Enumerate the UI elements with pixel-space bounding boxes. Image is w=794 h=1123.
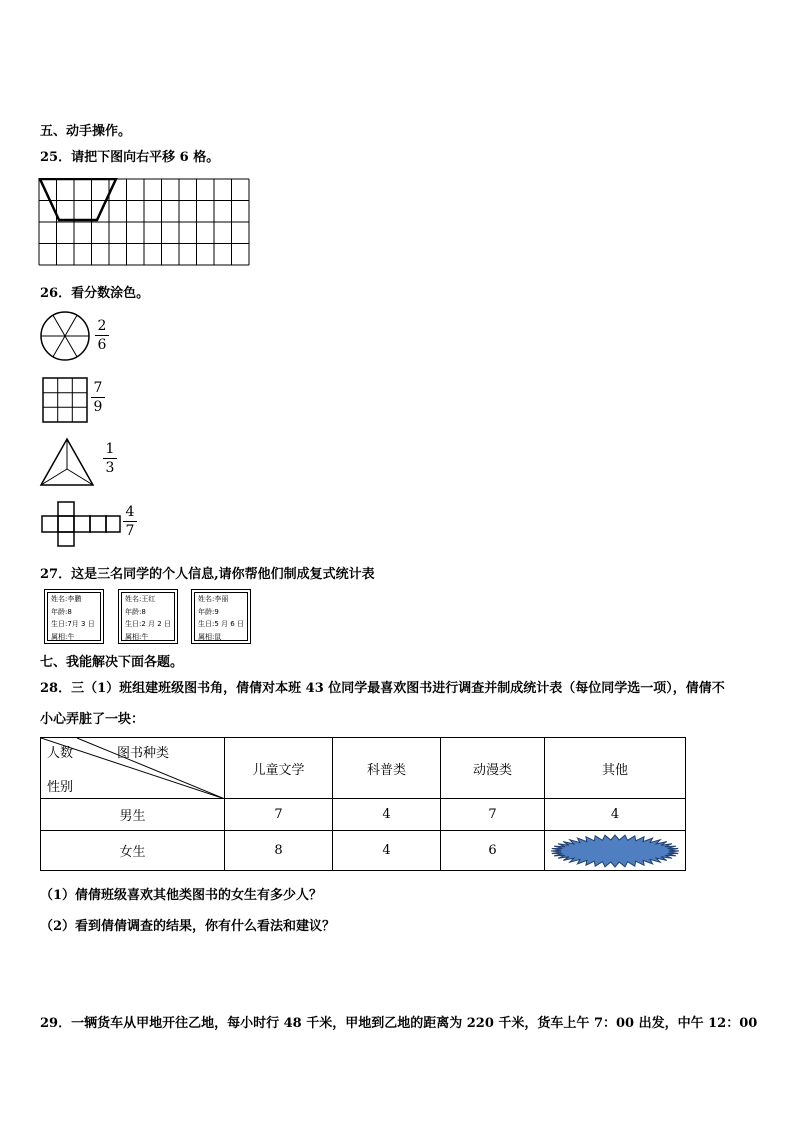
section-7-title: 七、我能解决下面各题。 [40, 655, 184, 670]
column-header: 其他 [545, 738, 686, 799]
table-cell: 7 [441, 799, 545, 831]
question-29-text: 29．一辆货车从甲地开往乙地，每小时行 48 千米，甲地到乙地的距离为 220 千米，货车上午 7：00 出发，中午 12：00 [40, 1016, 758, 1031]
corner-count-label: 人数 [47, 746, 74, 761]
question-27-text: 27．这是三名同学的个人信息,请你帮他们制成复式统计表 [40, 567, 375, 582]
question-28-sub2: （2）看到倩倩调查的结果，你有什么看法和建议？ [40, 919, 336, 934]
card-birthday: 生日:7月 3 日 [51, 620, 95, 628]
translation-grid [38, 178, 250, 268]
header-corner-cell [41, 738, 225, 799]
card-zodiac: 属相:鼠 [198, 632, 222, 641]
question-28-text-line2: 小心弄脏了一块： [40, 712, 145, 727]
circle-six-parts [39, 310, 91, 362]
fraction-7-9: 7 9 [91, 380, 105, 415]
trapezoid-shape [40, 179, 116, 220]
table-cell: 6 [441, 831, 545, 871]
survey-table [40, 737, 686, 871]
table-cell: 4 [333, 799, 441, 831]
table-header-row [41, 738, 686, 799]
corner-gender-label: 性别 [47, 780, 74, 795]
ink-stain-icon [550, 834, 680, 868]
table-cell: 8 [225, 831, 333, 871]
table-cell: 4 [333, 831, 441, 871]
triangle-three-parts [39, 437, 95, 487]
corner-category-label: 图书种类 [117, 746, 170, 761]
question-25-text: 25．请把下图向右平移 6 格。 [40, 150, 220, 165]
card-age: 年龄:8 [125, 607, 146, 616]
info-card [191, 589, 251, 644]
card-name: 姓名:李丽 [198, 595, 229, 603]
card-zodiac: 属相:牛 [51, 632, 75, 641]
question-28-text-line1: 28．三（1）班组建班级图书角，倩倩对本班 43 位同学最喜欢图书进行调查并制成统计表（每位同学选一项），倩倩不 [40, 681, 725, 696]
card-birthday: 生日:5 月 6 日 [198, 620, 244, 628]
stained-cell [545, 831, 686, 871]
stain-shape [551, 835, 679, 867]
row-label: 女生 [41, 831, 225, 871]
question-28-sub1: （1）倩倩班级喜欢其他类图书的女生有多少人？ [40, 888, 323, 903]
section-5-title: 五、动手操作。 [40, 124, 132, 139]
fraction-4-7: 4 7 [123, 504, 137, 539]
column-header: 科普类 [333, 738, 441, 799]
card-zodiac: 属相:牛 [125, 632, 149, 641]
table-cell: 7 [225, 799, 333, 831]
cross-seven-squares [40, 500, 122, 548]
card-age: 年龄:8 [51, 607, 72, 616]
fraction-2-6: 2 6 [95, 318, 109, 353]
card-name: 姓名:李鹏 [51, 595, 82, 603]
table-row [41, 831, 686, 871]
card-name: 姓名:王红 [125, 595, 156, 603]
fraction-1-3: 1 3 [103, 441, 117, 476]
row-label: 男生 [41, 799, 225, 831]
info-card [118, 589, 178, 644]
column-header: 儿童文学 [225, 738, 333, 799]
column-header: 动漫类 [441, 738, 545, 799]
info-card [44, 589, 104, 644]
table-row [41, 799, 686, 831]
square-nine-parts [42, 377, 88, 423]
question-26-text: 26．看分数涂色。 [40, 286, 150, 301]
card-age: 年龄:9 [198, 607, 219, 616]
table-cell: 4 [545, 799, 686, 831]
card-birthday: 生日:2 月 2 日 [125, 620, 171, 628]
